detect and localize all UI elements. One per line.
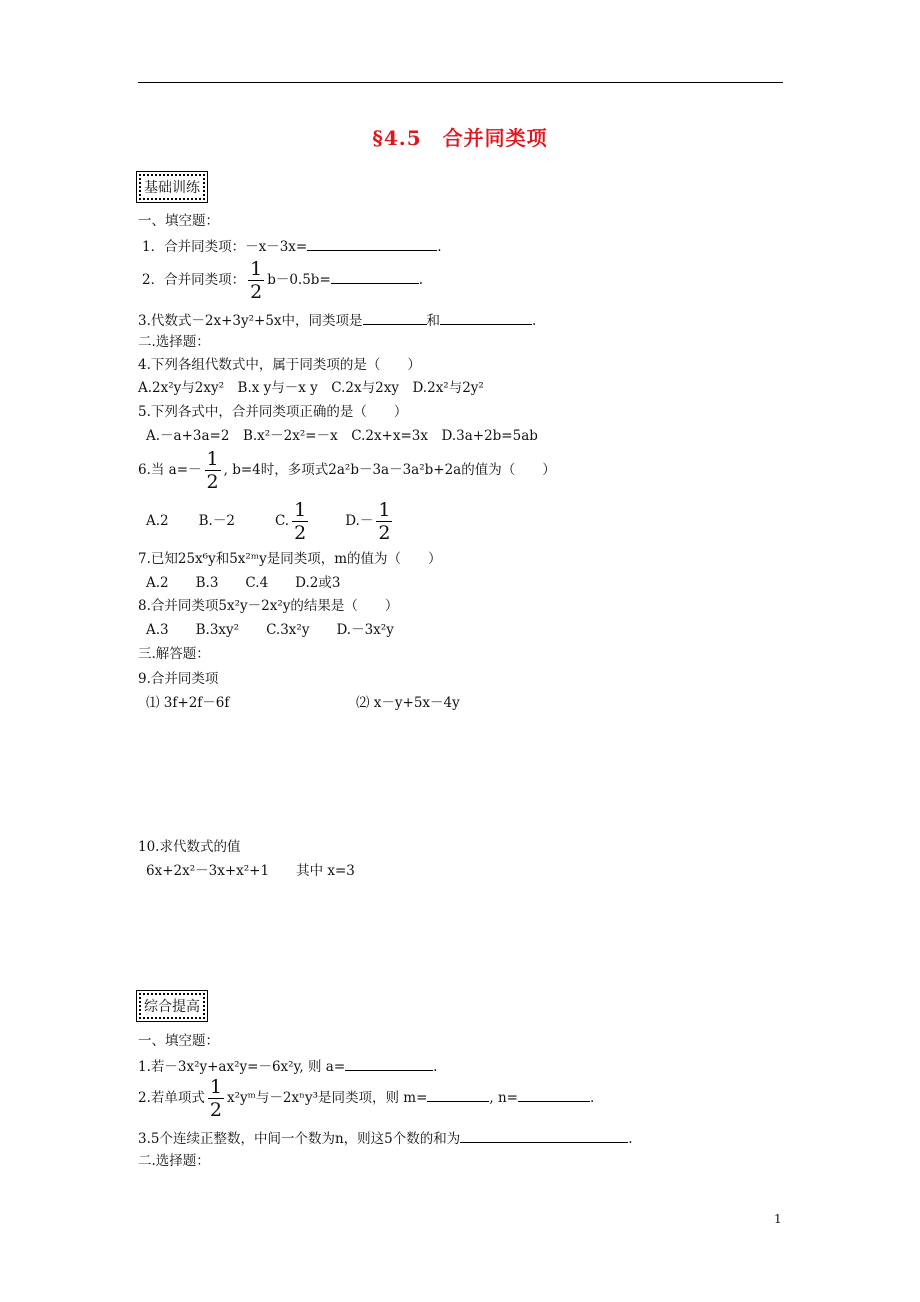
advanced-question-3-end: . xyxy=(628,1131,633,1147)
question-6 xyxy=(138,448,556,493)
page-title: §4.5 合并同类项 xyxy=(372,126,548,150)
answer-blank[interactable] xyxy=(307,236,437,251)
question-7-options: A.2 B.3 C.4 D.2或3 xyxy=(146,575,341,591)
heading-fill-in: 一、填空题： xyxy=(138,213,219,229)
question-5: 5.下列各式中，合并同类项正确的是（ ） xyxy=(138,404,408,420)
advanced-question-1 xyxy=(138,1056,437,1076)
question-3-mid: 和 xyxy=(426,313,441,329)
advanced-question-3 xyxy=(138,1128,633,1148)
fraction-denominator: 2 xyxy=(250,281,263,303)
advanced-question-2-post: x²yᵐ与－2xⁿy³是同类项，则 m= xyxy=(226,1090,428,1106)
page-number: 1 xyxy=(774,1212,782,1226)
question-10: 10.求代数式的值 xyxy=(138,839,241,855)
fraction-numerator: 1 xyxy=(294,499,307,521)
question-2-end: . xyxy=(418,272,424,288)
answer-blank[interactable] xyxy=(363,310,427,325)
fraction xyxy=(248,258,264,303)
heading-choice: 二.选择题： xyxy=(138,334,210,350)
option-b: B.－2 xyxy=(198,513,235,529)
advanced-question-1-end: . xyxy=(433,1059,438,1075)
fraction-numerator: 1 xyxy=(378,499,391,521)
answer-blank[interactable] xyxy=(440,310,532,325)
question-3-end: . xyxy=(532,313,537,329)
question-2-post: b－0.5b= xyxy=(267,272,331,288)
advanced-question-2-mid: , n= xyxy=(489,1090,518,1106)
question-8-options: A.3 B.3xy² C.3x²y D.－3x²y xyxy=(146,622,394,638)
question-9: 9.合并同类项 xyxy=(138,671,219,687)
option-a: A.2 xyxy=(146,513,169,529)
answer-blank[interactable] xyxy=(460,1128,628,1143)
advanced-question-2 xyxy=(138,1076,594,1121)
question-3-text: 3.代数式－2x+3y²+5x中，同类项是 xyxy=(138,313,363,329)
answer-blank[interactable] xyxy=(427,1087,489,1102)
advanced-question-2-pre: 2.若单项式 xyxy=(138,1090,205,1106)
header-rule xyxy=(138,82,783,83)
question-10-expression: 6x+2x²－3x+x²+1 其中 x=3 xyxy=(146,863,355,879)
heading-fill-in-2: 一、填空题： xyxy=(138,1033,219,1049)
question-9-part-2: ⑵ x－y+5x－4y xyxy=(356,695,460,711)
fraction-numerator: 1 xyxy=(209,1076,222,1098)
option-c: C. xyxy=(274,513,290,529)
heading-answer: 三.解答题： xyxy=(138,646,210,662)
question-1-text: 1．合并同类项：－x－3x= xyxy=(142,239,308,255)
question-7: 7.已知25x⁶y和5x²ᵐy是同类项，m的值为（ ） xyxy=(138,551,442,567)
question-9-part-1: ⑴ 3f+2f－6f xyxy=(146,695,230,711)
question-6-post: , b=4时，多项式2a²b－3a－3a²b+2a的值为（ ） xyxy=(223,462,556,478)
fraction xyxy=(208,1076,224,1121)
fraction-numerator: 1 xyxy=(250,258,263,280)
heading-choice-2: 二.选择题： xyxy=(138,1153,210,1169)
fraction-denominator: 2 xyxy=(209,1099,222,1121)
question-6-pre: 6.当 a=－ xyxy=(138,462,202,478)
question-8: 8.合并同类项5x²y－2x²y的结果是（ ） xyxy=(138,598,399,614)
question-1-end: . xyxy=(437,239,442,255)
answer-blank[interactable] xyxy=(331,269,419,284)
question-2-pre: 2．合并同类项： xyxy=(142,272,246,288)
section-badge-advanced: 综合提高 xyxy=(139,993,205,1019)
answer-blank[interactable] xyxy=(345,1056,433,1071)
question-4: 4.下列各组代数式中，属于同类项的是（ ） xyxy=(138,357,421,373)
question-2 xyxy=(142,258,423,303)
fraction xyxy=(292,499,308,544)
question-1 xyxy=(142,236,442,256)
advanced-question-1-text: 1.若－3x²y+ax²y=－6x²y, 则 a= xyxy=(138,1059,346,1075)
advanced-question-3-text: 3.5个连续正整数，中间一个数为n，则这5个数的和为 xyxy=(138,1131,461,1147)
advanced-question-2-end: . xyxy=(590,1090,595,1106)
question-6-options xyxy=(146,499,395,544)
section-badge-basic: 基础训练 xyxy=(139,174,205,200)
answer-blank[interactable] xyxy=(518,1087,590,1102)
question-4-options: A.2x²y与2xy² B.x y与－x y C.2x与2xy D.2x²与2y² xyxy=(138,380,484,396)
fraction-numerator: 1 xyxy=(206,448,219,470)
option-d: D.－ xyxy=(345,513,374,529)
fraction-denominator: 2 xyxy=(378,522,391,544)
fraction xyxy=(205,448,221,493)
fraction xyxy=(376,499,392,544)
question-5-options: A.－a+3a=2 B.x²－2x²=－x C.2x+x=3x D.3a+2b=5ab xyxy=(146,428,538,444)
fraction-denominator: 2 xyxy=(294,522,307,544)
fraction-denominator: 2 xyxy=(206,471,219,493)
question-3 xyxy=(138,310,536,330)
